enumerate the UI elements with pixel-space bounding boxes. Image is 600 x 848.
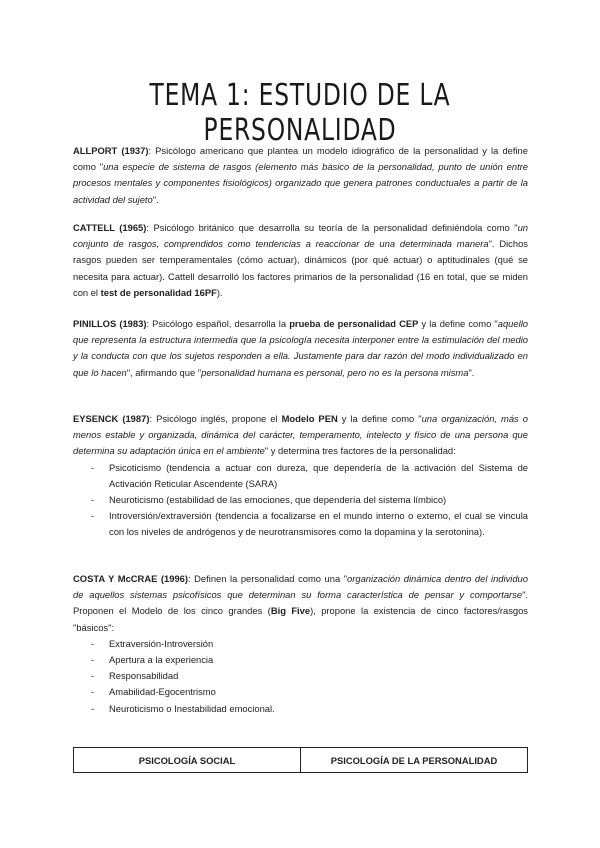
pinillos-paragraph: PINILLOS (1983): Psicólogo español, desarrolla la prueba de personalidad CEP y la define como "aquello que representa la estructura intermedia que la psicología necesita interponer entre la estimulación del medio y la conducta con que los sujetos responden a ella. Justamente para dar razón del modo individualizado en que lo hacen", afirmando que "personalidad humana es personal, pero no es la persona misma". [73,318,528,378]
definition-quote: aquello que representa la estructura intermedia que la psicología necesita interponer entre la estimulación del medio y la conducta con que los sujetos responden a ella. Justamente para dar razón del modo individualizado en que lo hacen [73,318,528,378]
factor-list [73,636,528,717]
list-item: - Neuroticismo (estabilidad de las emociones, que dependería del sistema límbico) [73,492,528,508]
author-name: COSTA Y McCRAE (1996) [73,573,188,584]
factor-list [73,460,528,541]
cattell-paragraph: CATTELL (1965): Psicólogo británico que desarrolla su teoría de la personalidad definiéndola como "un conjunto de rasgos, comprendidos como tendencias a reaccionar de una determinada manera". Dichos rasgos pueden ser temperamentales (cómo actuar), dinámicos (por qué actuar) o aptitudinales (qué se necesita para actuar). Cattell desarrolló los factores primarios de la personalidad (16 en total, que se miden con el test de personalidad 16PF). [73,222,528,298]
test-name: prueba de personalidad CEP [289,318,419,329]
test-name: test de personalidad 16PF [100,286,217,298]
definition-quote: organización dinámica dentro del individuo de aquellos sistemas psicofísicos que determinan su forma característica de pensar y comportarse [73,573,528,601]
model-name: Big Five [270,605,311,617]
definition-quote: una organización, más o menos estable y organizada, dinámica del carácter, temperamento, intelecto y físico de una persona que determina su adaptación única en el ambiente [73,413,528,457]
definition-quote: personalidad humana es personal, pero no es la persona misma [201,366,469,378]
list-item: - Psicoticismo (tendencia a actuar con dureza, que dependería de la activación del Sistema de Activación Reticular Ascendente (SARA) [73,460,528,492]
author-name: PINILLOS (1983) [73,318,147,329]
costa-mccrae-paragraph: COSTA Y McCRAE (1996): Definen la personalidad como una "organización dinámica dentro del individuo de aquellos sistemas psicofísicos que determinan su forma característica de pensar y comportarse". Proponen el Modelo de los cinco grandes (Big Five), propone la existencia de cinco factores/rasgos "básicos": - Extraversión-Introversión - Apertura a la experiencia - Responsabilidad - Amabilidad-Egocentrismo - Neuroticismo o Inestabilidad emocional. [73,571,528,717]
definition-quote: una especie de sistema de rasgos (elemento más básico de la personalidad, punto de unión entre procesos mentales y componentes fisiológicos) organizado que genera patrones conductuales a partir de la actividad del sujeto [73,161,529,205]
eysenck-paragraph: EYSENCK (1987): Psicólogo inglés, propone el Modelo PEN y la define como "una organización, más o menos estable y organizada, dinámica del carácter, temperamento, intelecto y físico de una persona que determina su adaptación única en el ambiente" y determina tres factores de la personalidad: - Psicoticismo (tendencia a actuar con dureza, que dependería de la activación del Sistema de Activación Reticular Ascendente (SARA) - Neuroticismo (estabilidad de las emociones, que dependería del sistema límbico) - Introversión/extraversión (tendencia a focalizarse en el mundo interno o externo, el cual se vincula con los niveles de andrógenos y de neurotransmisores como la dopamina y la serotonina). [73,411,528,541]
list-item: - Responsabilidad [73,668,528,684]
list-item: - Apertura a la experiencia [73,652,528,668]
author-name: CATTELL (1965) [73,222,147,233]
list-item: - Introversión/extraversión (tendencia a focalizarse en el mundo interno o externo, el cual se vincula con los niveles de andrógenos y de neurotransmisores como la dopamina y la serotonina). [73,508,528,540]
model-name: Modelo PEN [281,413,338,424]
page-title: TEMA 1: ESTUDIO DE LA PERSONALIDAD [149,78,451,148]
list-item: - Amabilidad-Egocentrismo [73,684,528,700]
list-item: - Neuroticismo o Inestabilidad emocional. [73,701,528,717]
comparison-table-header [73,747,528,773]
allport-paragraph: ALLPORT (1937): Psicólogo americano que plantea un modelo idiográfico de la personalidad y la define como "una especie de sistema de rasgos (elemento más básico de la personalidad, punto de unión entre procesos mentales y componentes fisiológicos) organizado que genera patrones conductuales a partir de la actividad del sujeto". [73,145,529,205]
author-name: ALLPORT (1937) [73,145,149,156]
definition-quote: un conjunto de rasgos, comprendidos como tendencias a reaccionar de una determinada manera [73,222,528,250]
list-item: - Extraversión-Introversión [73,636,528,652]
table-header-cell: PSICOLOGÍA DE LA PERSONALIDAD [300,748,527,772]
author-name: EYSENCK (1987) [73,413,150,424]
table-header-cell: PSICOLOGÍA SOCIAL [138,754,236,766]
